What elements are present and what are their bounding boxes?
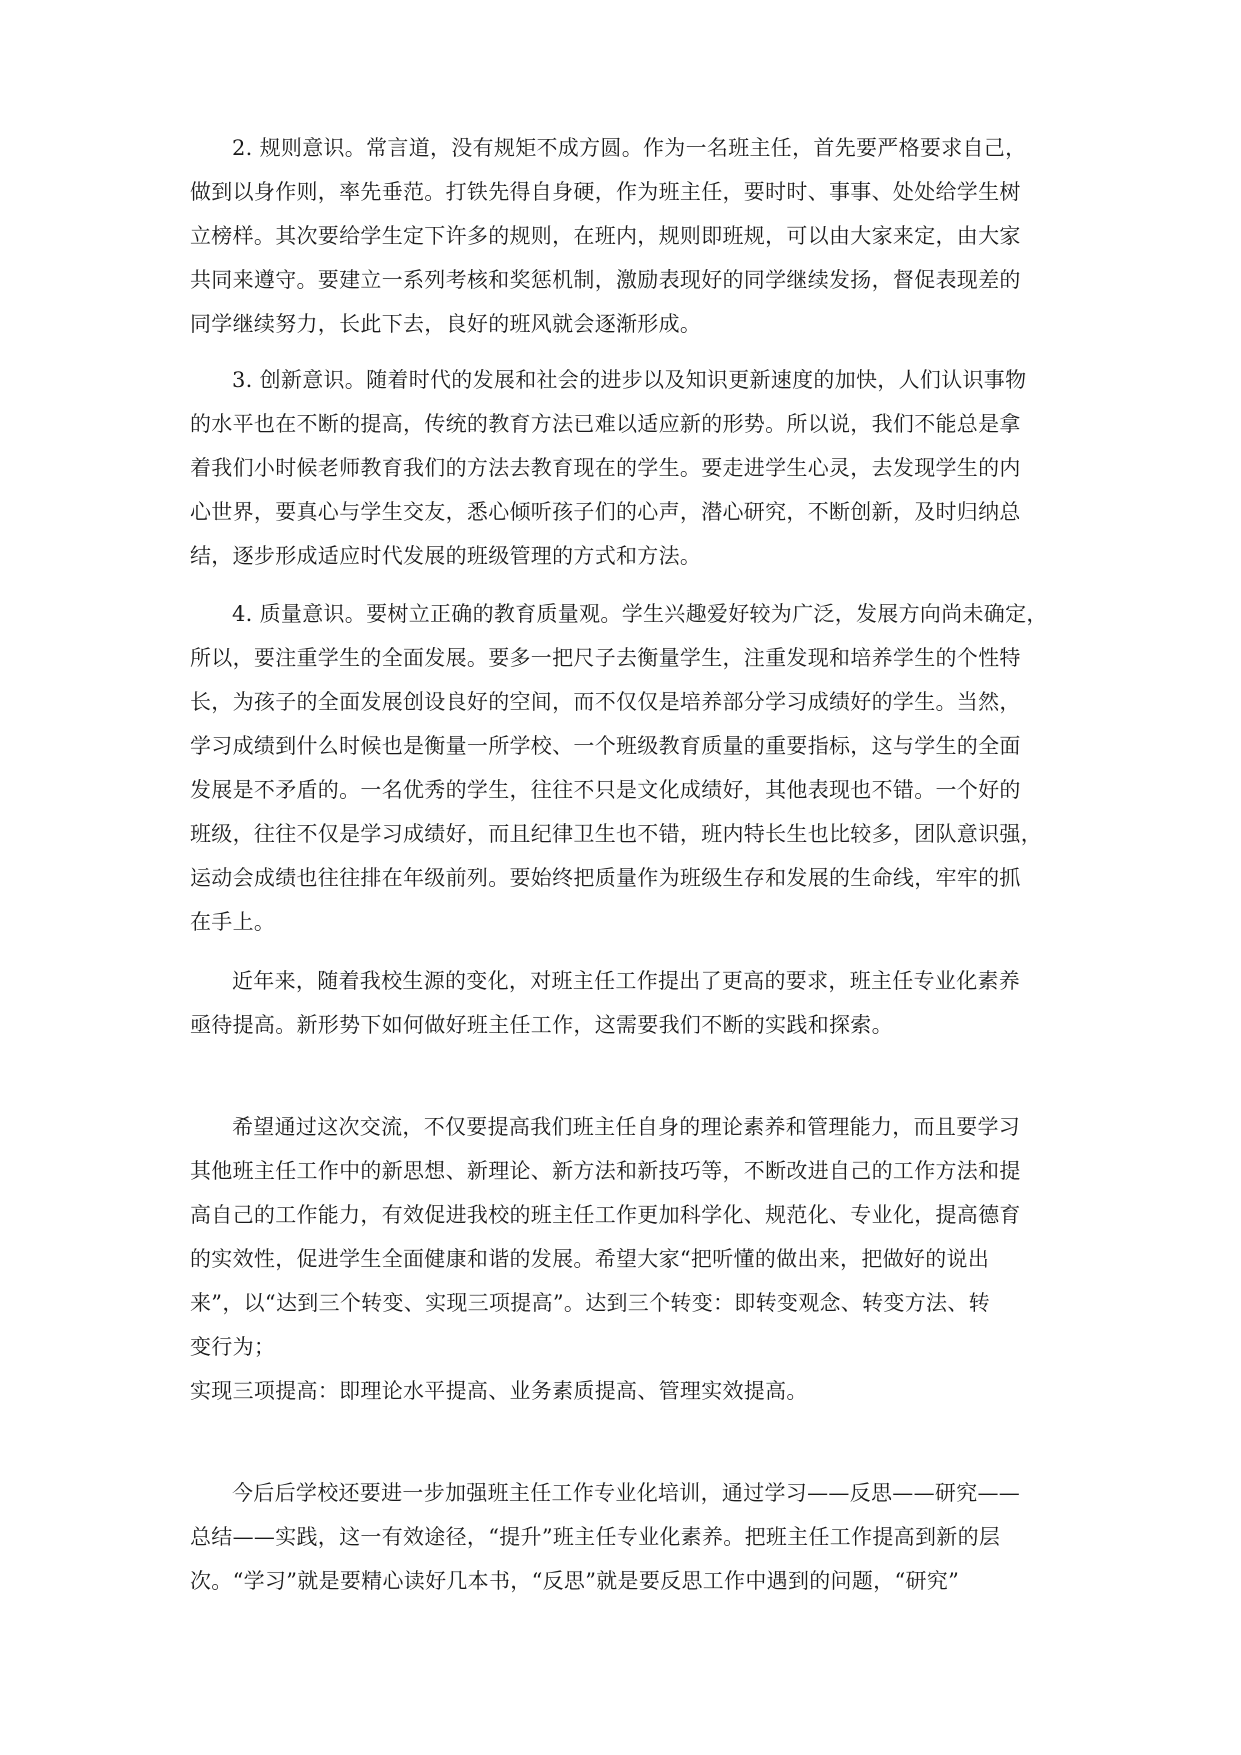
text-line: 实现三项提高：即理论水平提高、业务素质提高、管理实效提高。 (190, 1379, 808, 1403)
text-line: 长，为孩子的全面发展创设良好的空间，而不仅仅是培养部分学习成绩好的学生。当然， (190, 690, 1021, 714)
text-line: 共同来遵守。要建立一系列考核和奖惩机制，激励表现好的同学继续发扬，督促表现差的 (190, 268, 1021, 292)
text-line: 希望通过这次交流，不仅要提高我们班主任自身的理论素养和管理能力，而且要学习 (232, 1115, 1021, 1139)
paragraph-future-training (190, 1471, 1070, 1603)
text-line: 其他班主任工作中的新思想、新理论、新方法和新技巧等，不断改进自己的工作方法和提 (190, 1159, 1021, 1183)
text-line: 结，逐步形成适应时代发展的班级管理的方式和方法。 (190, 544, 702, 568)
paragraph-recent-years (190, 959, 1070, 1047)
text-line: 近年来，随着我校生源的变化，对班主任工作提出了更高的要求，班主任专业化素养 (232, 969, 1021, 993)
text-line: 做到以身作则，率先垂范。打铁先得自身硬，作为班主任，要时时、事事、处处给学生树 (190, 180, 1021, 204)
paragraph-rule-awareness (190, 126, 1070, 346)
paragraph-quality-awareness (190, 592, 1070, 944)
text-line: 高自己的工作能力，有效促进我校的班主任工作更加科学化、规范化、专业化，提高德育 (190, 1203, 1021, 1227)
text-line: 在手上。 (190, 910, 276, 934)
text-line: 立榜样。其次要给学生定下许多的规则，在班内，规则即班规，可以由大家来定，由大家 (190, 224, 1021, 248)
text-line: 学习成绩到什么时候也是衡量一所学校、一个班级教育质量的重要指标，这与学生的全面 (190, 734, 1021, 758)
text-line: 总结——实践，这一有效途径，“提升”班主任专业化素养。把班主任工作提高到新的层 (190, 1525, 1001, 1549)
text-line: 着我们小时候老师教育我们的方法去教育现在的学生。要走进学生心灵，去发现学生的内 (190, 456, 1021, 480)
text-line: 班级，往往不仅是学习成绩好，而且纪律卫生也不错，班内特长生也比较多，团队意识强， (190, 822, 1042, 846)
text-line: 来”，以“达到三个转变、实现三项提高”。达到三个转变：即转变观念、转变方法、转 (190, 1291, 990, 1315)
text-line: 亟待提高。新形势下如何做好班主任工作，这需要我们不断的实践和探索。 (190, 1013, 893, 1037)
text-line: 发展是不矛盾的。一名优秀的学生，往往不只是文化成绩好，其他表现也不错。一个好的 (190, 778, 1021, 802)
text-line: 心世界，要真心与学生交友，悉心倾听孩子们的心声，潜心研究，不断创新，及时归纳总 (190, 500, 1021, 524)
text-line: 同学继续努力，长此下去，良好的班风就会逐渐形成。 (190, 312, 702, 336)
paragraph-exchange-hopes (190, 1105, 1070, 1413)
text-line: 2. 规则意识。常言道，没有规矩不成方圆。作为一名班主任，首先要严格要求自己， (232, 136, 1027, 160)
text-line: 4. 质量意识。要树立正确的教育质量观。学生兴趣爱好较为广泛，发展方向尚未确定， (232, 602, 1048, 626)
text-line: 的实效性，促进学生全面健康和谐的发展。希望大家“把听懂的做出来，把做好的说出 (190, 1247, 990, 1271)
text-line: 所以，要注重学生的全面发展。要多一把尺子去衡量学生，注重发现和培养学生的个性特 (190, 646, 1021, 670)
text-line: 运动会成绩也往往排在年级前列。要始终把质量作为班级生存和发展的生命线，牢牢的抓 (190, 866, 1021, 890)
text-line: 3. 创新意识。随着时代的发展和社会的进步以及知识更新速度的加快，人们认识事物 (232, 368, 1027, 392)
paragraph-innovation-awareness (190, 358, 1070, 578)
text-line: 今后后学校还要进一步加强班主任工作专业化培训，通过学习——反思——研究—— (232, 1481, 1021, 1505)
text-line: 变行为； (190, 1335, 276, 1359)
text-line: 的水平也在不断的提高，传统的教育方法已难以适应新的形势。所以说，我们不能总是拿 (190, 412, 1021, 436)
text-line: 次。“学习”就是要精心读好几本书，“反思”就是要反思工作中遇到的问题，“研究” (190, 1569, 960, 1593)
